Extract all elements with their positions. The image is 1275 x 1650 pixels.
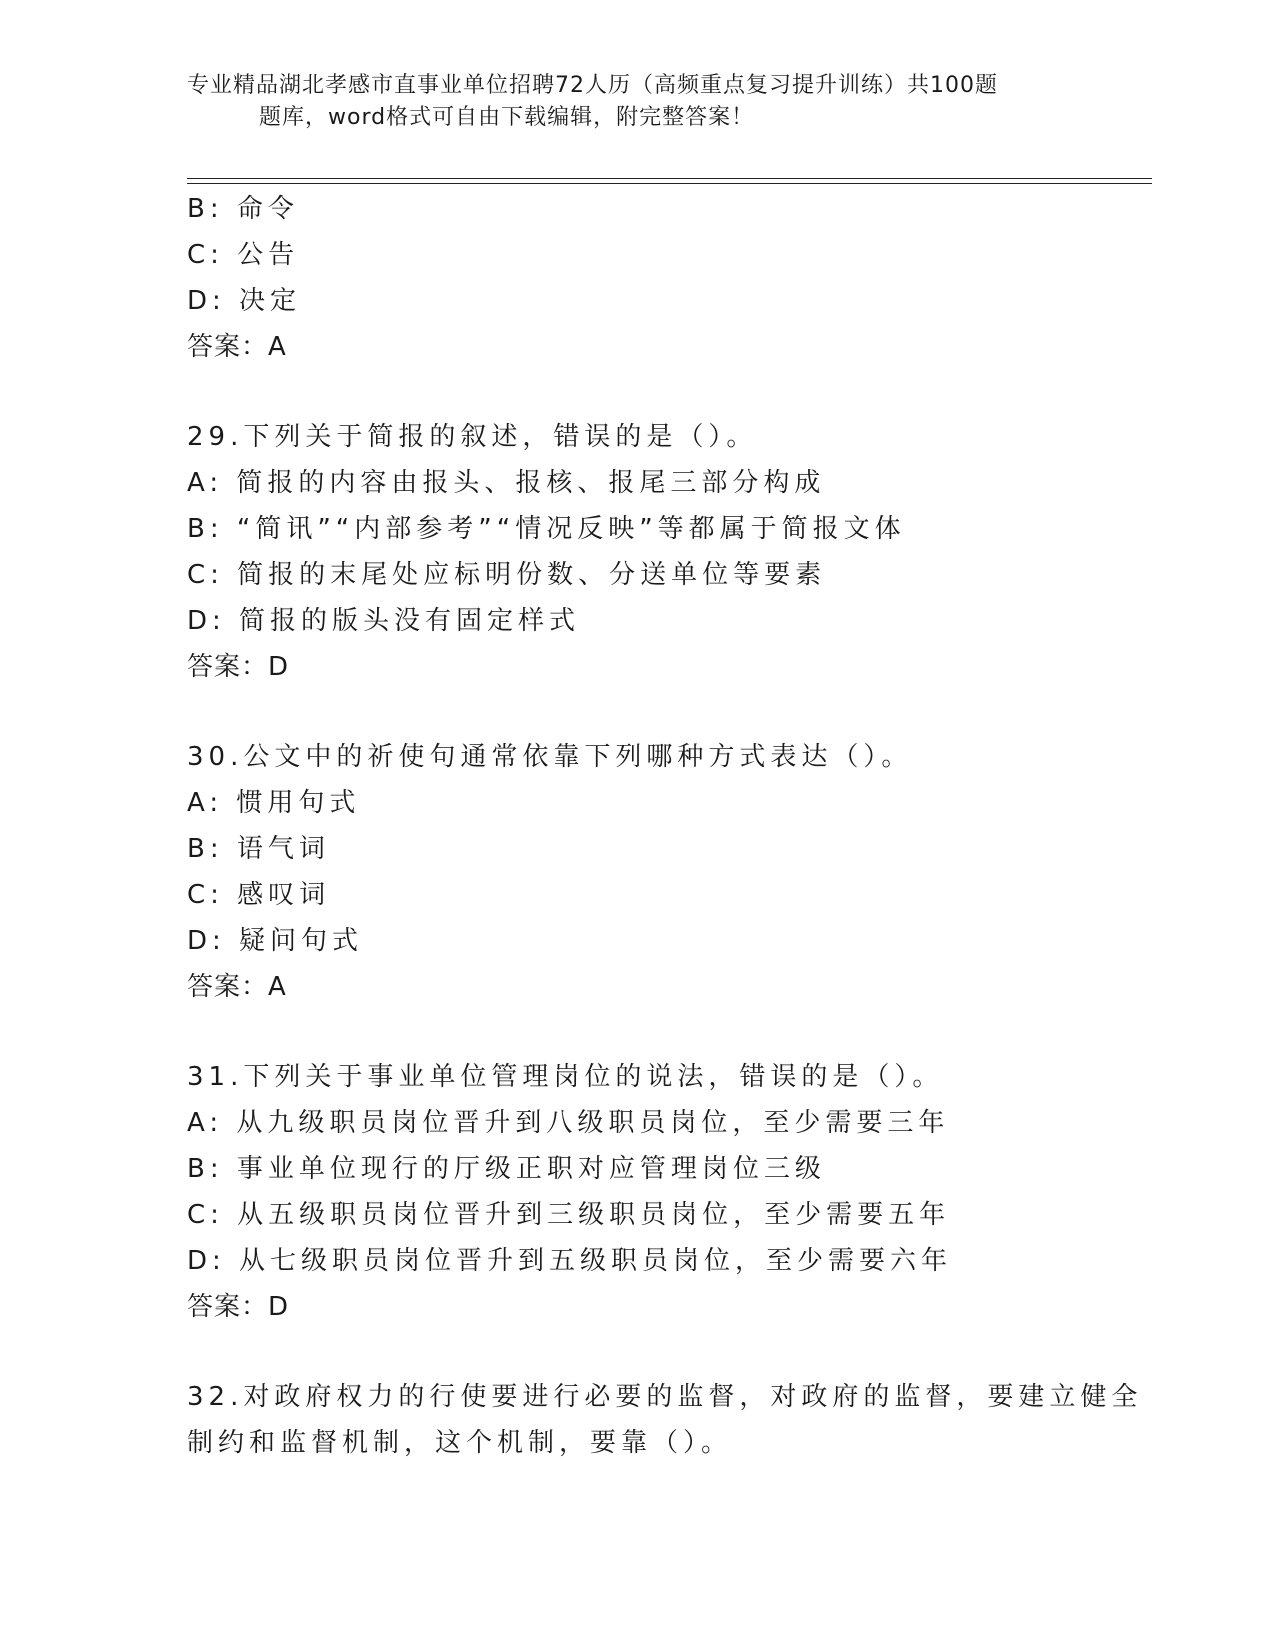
document-header: [187, 70, 1067, 134]
header-title-line2: 题库，word格式可自由下载编辑，附完整答案！: [259, 105, 755, 130]
question-list: [187, 186, 1152, 1466]
option-a: A: 简报的内容由报头、报核、报尾三部分构成: [187, 468, 826, 498]
question-block-32: [187, 1374, 1152, 1466]
option-a: A: 从九级职员岗位晋升到八级职员岗位，至少需要三年: [187, 1108, 950, 1138]
question-text: 31.下列关于事业单位管理岗位的说法，错误的是（）。: [187, 1062, 944, 1092]
question-text: 29.下列关于简报的叙述，错误的是（）。: [187, 422, 758, 452]
question-block-30: [187, 734, 1152, 1010]
option-c: C: 从五级职员岗位晋升到三级职员岗位，至少需要五年: [187, 1200, 951, 1230]
option-b: B: 命令: [187, 194, 299, 224]
option-a: A: 惯用句式: [187, 788, 361, 818]
option-d: D: 简报的版头没有固定样式: [187, 606, 581, 636]
question-block-29: [187, 414, 1152, 690]
answer-line: 答案：D: [187, 1292, 290, 1322]
option-b: B: “简讯”“内部参考”“情况反映”等都属于简报文体: [187, 514, 906, 544]
header-title-line1: 专业精品湖北孝感市直事业单位招聘72人历（高频重点复习提升训练）共100题: [187, 73, 998, 98]
question-text: 30.公文中的祈使句通常依靠下列哪种方式表达（）。: [187, 742, 913, 772]
header-divider-top: [187, 178, 1152, 179]
answer-line: 答案：A: [187, 972, 287, 1002]
answer-line: 答案：A: [187, 332, 287, 362]
option-d: D: 疑问句式: [187, 926, 364, 956]
option-b: B: 语气词: [187, 834, 330, 864]
question-block-28: [187, 186, 1152, 370]
question-text-line2: 制约和监督机制，这个机制，要靠（）。: [187, 1428, 733, 1458]
question-text-line1: 32.对政府权力的行使要进行必要的监督，对政府的监督，要建立健全: [187, 1382, 1143, 1412]
option-c: C: 简报的末尾处应标明份数、分送单位等要素: [187, 560, 827, 590]
option-c: C: 公告: [187, 240, 300, 270]
answer-line: 答案：D: [187, 652, 290, 682]
option-c: C: 感叹词: [187, 880, 331, 910]
header-divider-bottom: [187, 183, 1152, 184]
question-block-31: [187, 1054, 1152, 1330]
option-d: D: 从七级职员岗位晋升到五级职员岗位，至少需要六年: [187, 1246, 953, 1276]
option-d: D: 决定: [187, 286, 302, 316]
option-b: B: 事业单位现行的厅级正职对应管理岗位三级: [187, 1154, 826, 1184]
